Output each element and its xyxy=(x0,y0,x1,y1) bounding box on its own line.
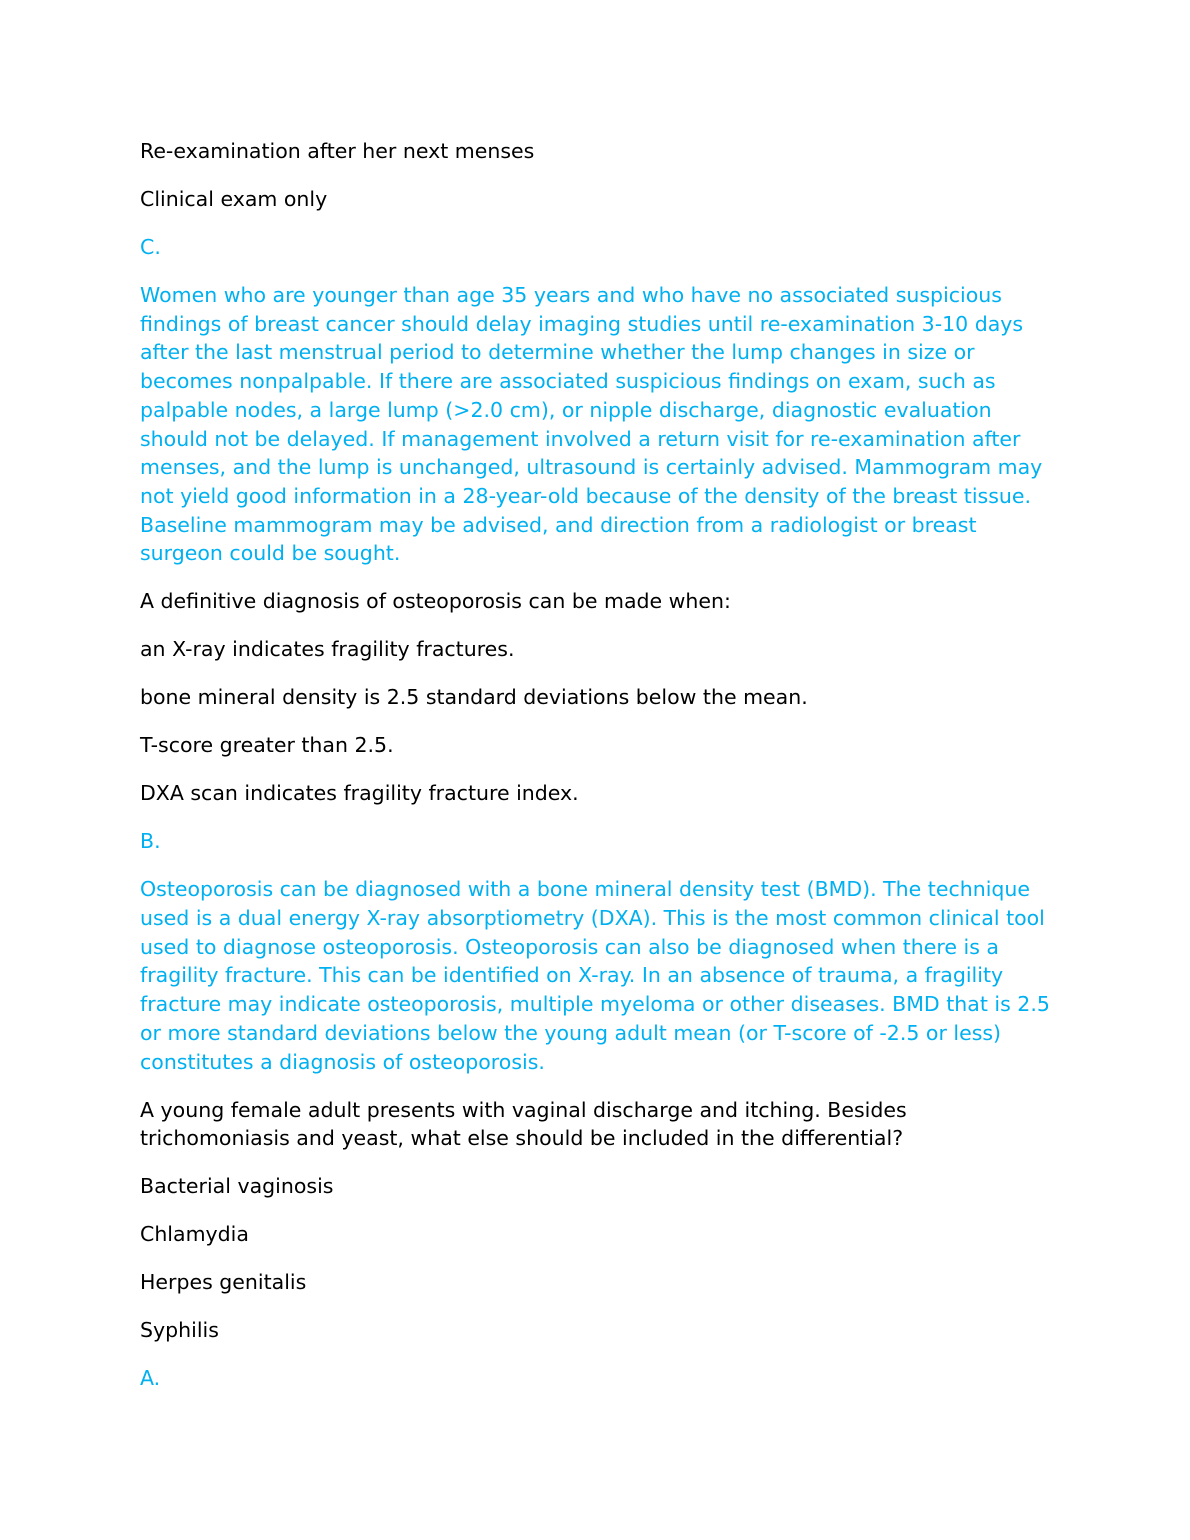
option-text: T-score greater than 2.5. xyxy=(140,733,394,758)
option-text: Clinical exam only xyxy=(140,187,328,211)
option-text: bone mineral density is 2.5 standard deviations below the mean. xyxy=(140,685,808,710)
option-text: an X-ray indicates fragility fractures. xyxy=(140,637,515,662)
answer-letter: B. xyxy=(140,829,161,854)
answer-letter: C. xyxy=(140,235,161,259)
answer-letter: A. xyxy=(140,1366,161,1391)
option-text: Chlamydia xyxy=(140,1222,249,1247)
option-text: Re-examination after her next menses xyxy=(140,139,535,163)
answer-explanation: Osteoporosis can be diagnosed with a bone mineral density test (BMD). The technique used is a dual energy X-ray absorptiometry (DXA). This is the most common clinical tool used to diagnose osteoporosis. Osteoporosis can also be diagnosed when there is a fragility fracture. This can be identified on X-ray. In an absence of trauma, a fragility fracture may indicate osteoporosis, multiple myeloma or other diseases. BMD that is 2.5 or more standard deviations below the young adult mean (or T-score of -2.5 or less) constitutes a diagnosis of osteoporosis. xyxy=(140,877,1050,1074)
option-text: Herpes genitalis xyxy=(140,1270,307,1295)
document-page xyxy=(140,137,1050,1412)
question-text: A definitive diagnosis of osteoporosis can be made when: xyxy=(140,589,731,614)
answer-explanation: Women who are younger than age 35 years and who have no associated suspicious findings of breast cancer should delay imaging studies until re-examination 3-10 days after the last menstrual period to determine whether the lump changes in size or becomes nonpalpable. If there are associated suspicious findings on exam, such as palpable nodes, a large lump (>2.0 cm), or nipple discharge, diagnostic evaluation should not be delayed. If management involved a return visit for re-examination after menses, and the lump is unchanged, ultrasound is certainly advised. Mammogram may not yield good information in a 28-year-old because of the density of the breast tissue. Baseline mammogram may be advised, and direction from a radiologist or breast surgeon could be sought. xyxy=(140,283,1043,566)
option-text: Syphilis xyxy=(140,1318,219,1343)
question-text: A young female adult presents with vaginal discharge and itching. Besides trichomoniasis and yeast, what else should be included in the differential? xyxy=(140,1097,907,1151)
option-text: Bacterial vaginosis xyxy=(140,1174,334,1199)
option-text: DXA scan indicates fragility fracture index. xyxy=(140,781,579,806)
